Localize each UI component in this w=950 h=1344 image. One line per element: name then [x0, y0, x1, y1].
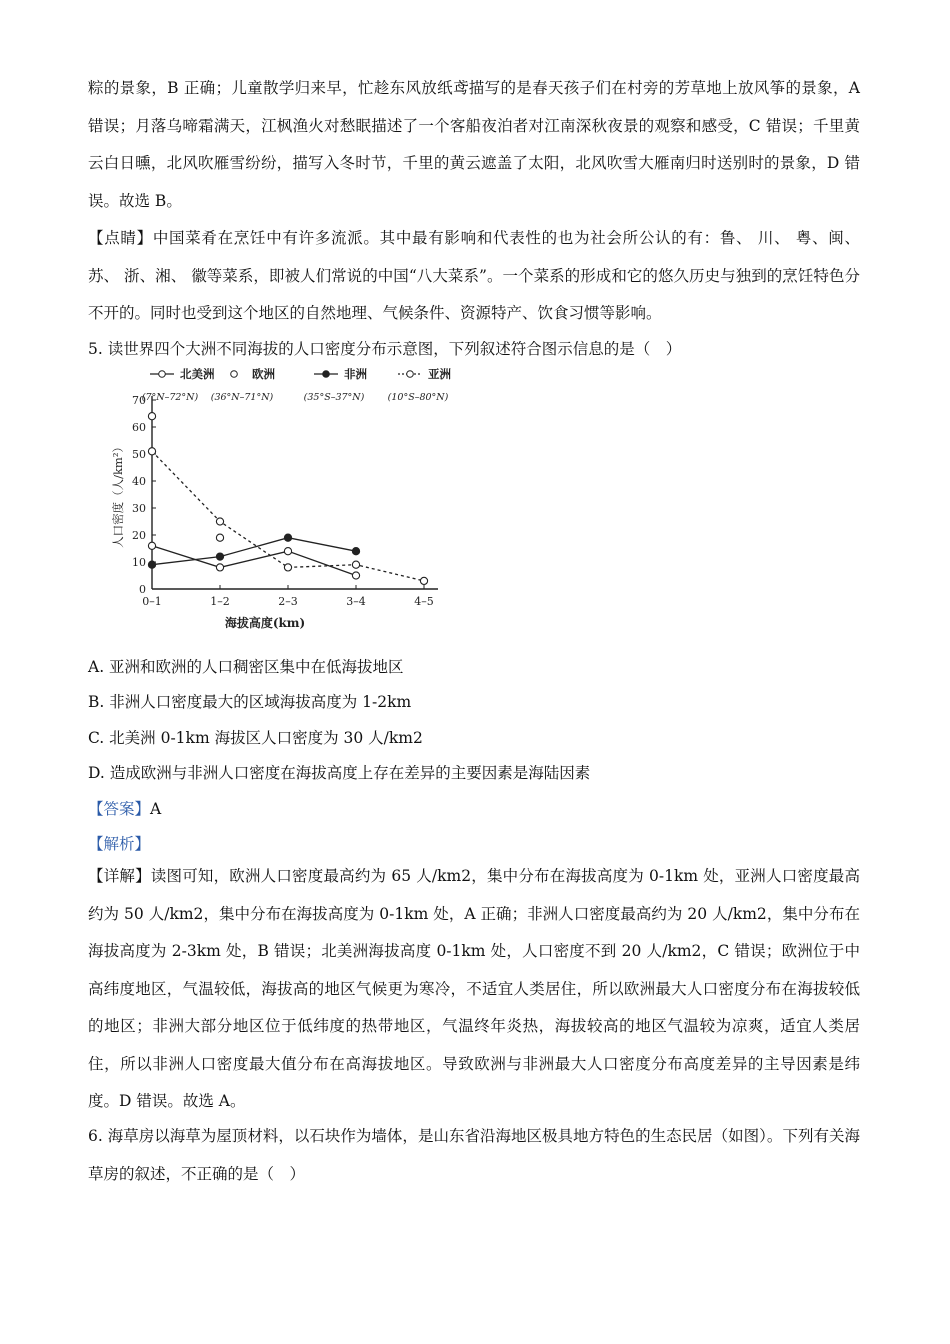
series-非洲	[148, 534, 359, 568]
tip-tag: 【点睛】	[88, 229, 153, 247]
y-tick-label: 30	[132, 502, 146, 515]
option-c: C. 北美洲 0-1km 海拔区人口密度为 30 人/km2	[88, 729, 423, 747]
option-d: D. 造成欧洲与非洲人口密度在海拔高度上存在差异的主要因素是海陆因素	[88, 764, 591, 782]
analysis-tag	[88, 834, 150, 854]
data-point-北美洲	[216, 564, 223, 571]
data-point-欧洲	[216, 534, 223, 541]
legend-marker-非洲	[323, 371, 330, 378]
data-point-亚洲	[352, 561, 359, 568]
y-tick-label: 50	[132, 448, 146, 461]
option-a: A. 亚洲和欧洲的人口稠密区集中在低海拔地区	[88, 658, 404, 676]
data-point-非洲	[216, 553, 223, 560]
data-point-北美洲	[148, 542, 155, 549]
data-point-北美洲	[352, 572, 359, 579]
series-line-亚洲	[152, 451, 424, 581]
question-6-stem: 6. 海草房以海草为屋顶材料，以石块作为墙体，是山东省沿海地区极具地方特色的生态民居（如图）。下列有关海草房的叙述，不正确的是（ ）	[88, 1127, 860, 1183]
y-tick-label: 20	[132, 529, 146, 542]
legend-range-亚洲: (10°S–80°N)	[387, 392, 449, 403]
question-5-stem: 5. 读世界四个大洲不同海拔的人口密度分布示意图，下列叙述符合图示信息的是（ ）	[88, 340, 682, 358]
series-欧洲	[148, 413, 223, 542]
data-point-亚洲	[284, 564, 291, 571]
data-point-欧洲	[148, 413, 155, 420]
population-density-chart	[108, 362, 460, 632]
chart-legend	[142, 367, 452, 403]
y-tick-label: 40	[132, 475, 146, 488]
x-tick-label: 1–2	[210, 595, 230, 608]
y-tick-label: 0	[139, 583, 146, 596]
legend-marker-亚洲	[407, 371, 414, 378]
y-tick-label: 10	[132, 556, 146, 569]
legend-marker-欧洲	[231, 371, 238, 378]
detail-text: 读图可知，欧洲人口密度最高约为 65 人/km2，集中分布在海拔高度为 0-1km 处，亚洲人口密度最高约为 50 人/km2，集中分布在海拔高度为 0-1km 处，A 正确；非洲人口密度最高约为 20 人/km2，集中分布在海拔高度为 2-3km 处，B 错误；北美洲海拔高度 0-1km 处，人口密度不到 20 人/km2，C 错误；欧洲位于中高纬度地区，气温较低，海拔高的地区气候更为寒冷，不适宜人类居住，所以欧洲最大人口密度分布在海拔较低的地区；非洲大部分地区位于低纬度的热带地区，气温终年炎热，海拔较高的地区气温较为凉爽，适宜人类居住，所以非洲人口密度最大值分布在高海拔地区。导致欧洲与非洲最大人口密度分布高度差异的主导因素是纬度。D 错误。故选 A。	[88, 867, 860, 1110]
y-tick-label: 70	[132, 394, 146, 407]
tip-text: 中国菜肴在烹饪中有许多流派。其中最有影响和代表性的也为社会所公认的有：鲁、 川、 粤、闽、 苏、 浙、湘、 徽等菜系，即被人们常说的中国“八大菜系”。一个菜系的形成和它的悠久历史与独到的烹饪特色分不开的。同时也受到这个地区的自然地理、气候条件、资源特产、饮食习惯等影响。	[88, 229, 860, 322]
data-point-亚洲	[216, 518, 223, 525]
option-b: B. 非洲人口密度最大的区域海拔高度为 1-2km	[88, 693, 412, 711]
answer-value: A	[150, 800, 162, 818]
data-point-亚洲	[148, 448, 155, 455]
detail-tag: 【详解】	[88, 867, 151, 885]
x-tick-label: 2–3	[278, 595, 298, 608]
series-亚洲	[148, 448, 427, 585]
legend-range-北美洲: (7°N–72°N)	[141, 392, 199, 403]
y-axis-label: 人口密度（人/km²）	[111, 441, 125, 548]
legend-label-非洲: 非洲	[344, 367, 367, 381]
answer-tag: 【答案】	[88, 800, 151, 818]
answer-line	[88, 799, 161, 819]
legend-marker-北美洲	[159, 371, 166, 378]
previous-explanation: 粽的景象，B 正确；儿童散学归来早，忙趁东风放纸鸢描写的是春天孩子们在村旁的芳草地上放风筝的景象，A 错误；月落乌啼霜满天，江枫渔火对愁眠描述了一个客船夜泊者对江南深秋夜景的观察和感受，C 错误；千里黄云白日曛，北风吹雁雪纷纷，描写入冬时节，千里的黄云遮盖了太阳，北风吹雪大雁南归时送别时的景象，D 错误。故选 B。	[88, 79, 860, 210]
analysis-tag-text: 【解析】	[88, 835, 151, 853]
series-line-非洲	[152, 538, 356, 565]
x-tick-label: 3–4	[346, 595, 366, 608]
data-point-非洲	[148, 561, 155, 568]
legend-label-北美洲: 北美洲	[180, 367, 215, 381]
legend-range-欧洲: (36°N–71°N)	[210, 392, 274, 403]
tip-paragraph	[88, 220, 860, 333]
x-tick-label: 4–5	[414, 595, 434, 608]
chart-axes	[111, 394, 438, 630]
legend-label-欧洲: 欧洲	[252, 367, 275, 381]
legend-label-亚洲: 亚洲	[428, 367, 451, 381]
data-point-非洲	[352, 548, 359, 555]
data-point-北美洲	[284, 548, 291, 555]
chart-series	[148, 413, 427, 585]
data-point-非洲	[284, 534, 291, 541]
legend-range-非洲: (35°S–37°N)	[303, 392, 365, 403]
x-axis-label: 海拔高度(km)	[224, 616, 306, 630]
detail-paragraph	[88, 858, 860, 1121]
y-tick-label: 60	[132, 421, 146, 434]
data-point-亚洲	[420, 577, 427, 584]
x-tick-label: 0–1	[142, 595, 162, 608]
